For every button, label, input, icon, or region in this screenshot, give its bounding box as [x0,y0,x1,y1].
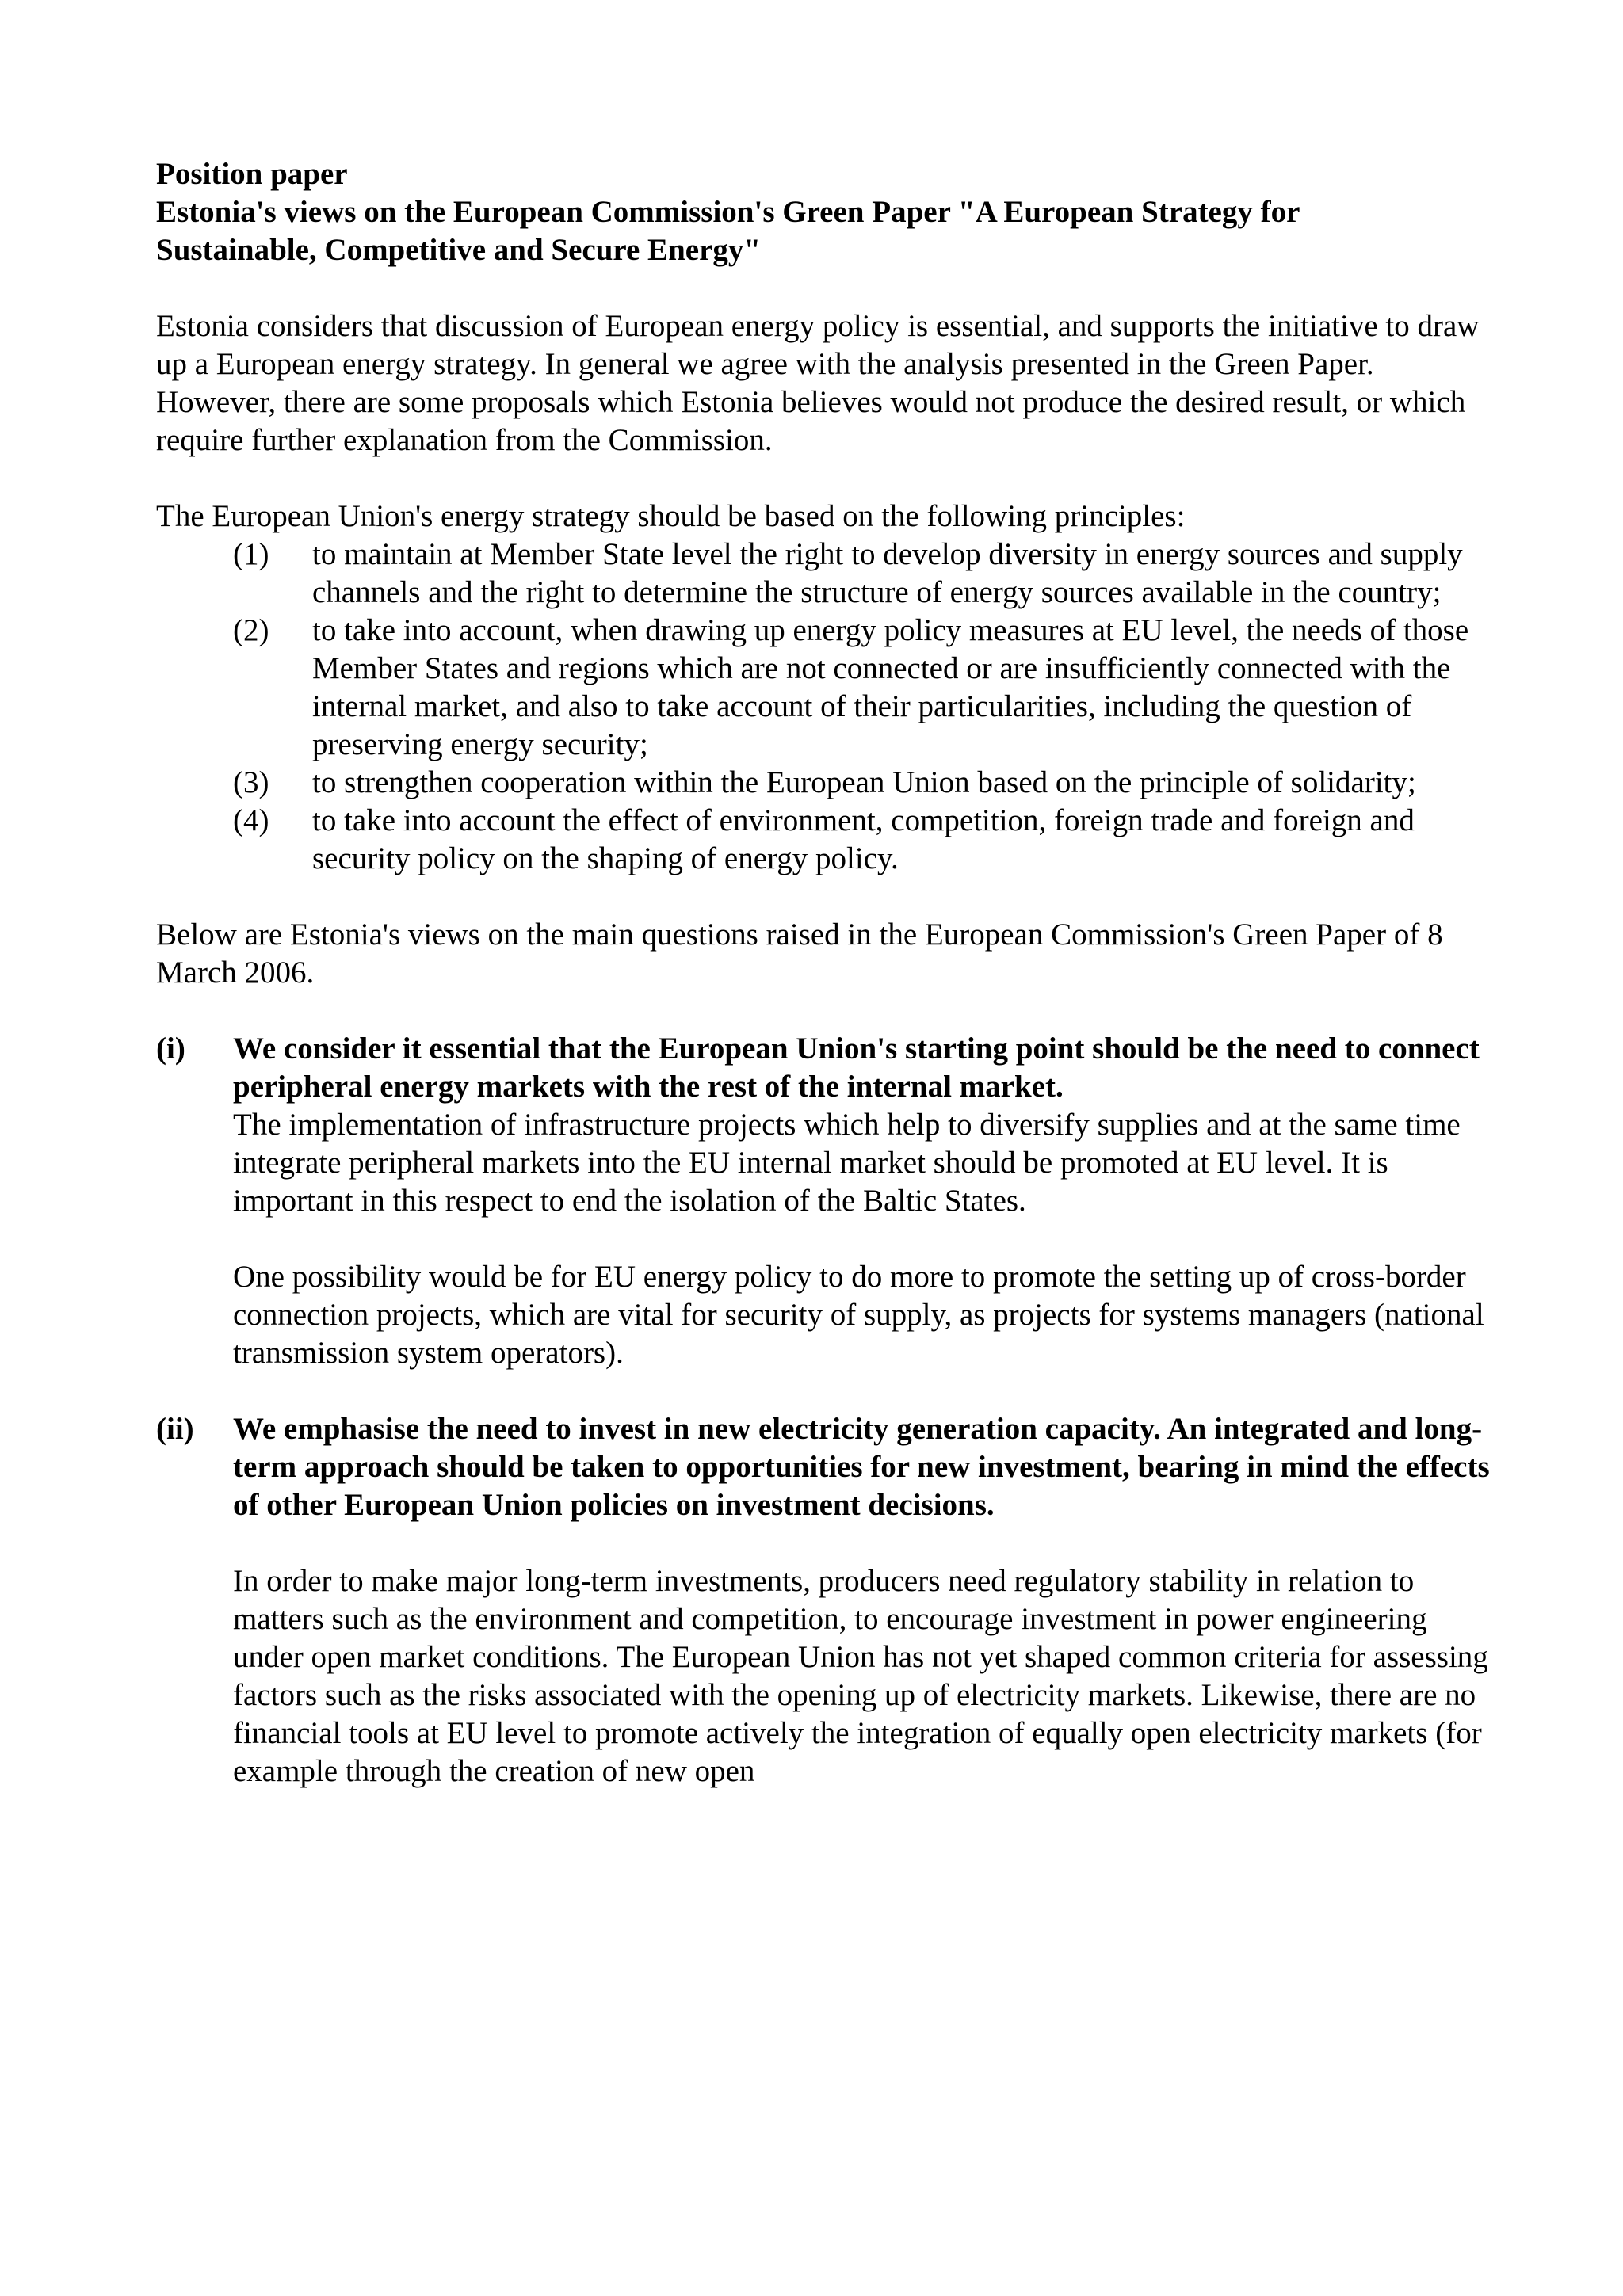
principle-item [156,612,1495,764]
document-title [156,155,1495,269]
section-i [156,1030,1495,1372]
section-ii [156,1410,1495,1791]
principles-intro: The European Union's energy strategy should be based on the following principles: [156,499,1186,533]
principle-text: to take into account the effect of environment, competition, foreign trade and foreign and security policy on the shaping of energy policy. [312,803,1415,875]
principle-number: (2) [233,613,269,647]
section-paragraph: The implementation of infrastructure projects which help to diversify supplies and at the same time integrate peripheral markets into the EU internal market should be promoted at EU level. It is important in this respect to end the isolation of the Baltic States. [233,1108,1461,1218]
intro-paragraph: Estonia considers that discussion of European energy policy is essential, and supports the initiative to draw up a European energy strategy. In general we agree with the analysis presented in the Green Paper. However, there are some proposals which Estonia believes would not produce the desired result, or which require further explanation from the Commission. [156,309,1480,457]
principles-list [156,536,1495,878]
principle-number: (3) [233,765,269,799]
principle-item [156,764,1495,802]
title-line-2: Estonia's views on the European Commission's Green Paper "A European Strategy for [156,195,1300,229]
principle-text: to maintain at Member State level the right to develop diversity in energy sources and supply channels and the right to determine the structure of energy sources available in the country; [312,537,1463,609]
views-intro-paragraph: Below are Estonia's views on the main questions raised in the European Commission's Green Paper of 8 March 2006. [156,917,1443,990]
principle-text: to take into account, when drawing up energy policy measures at EU level, the needs of those Member States and regions which are not connected or are insufficiently connected with the internal market, and also to take account of their particularities, including the question of preserving energy security; [312,613,1469,761]
section-paragraph: In order to make major long-term investments, producers need regulatory stability in relation to matters such as the environment and competition, to encourage investment in power engineering under open market conditions. The European Union has not yet shaped common criteria for assessing factors such as the risks associated with the opening up of electricity markets. Likewise, there are no financial tools at EU level to promote actively the integration of equally open electricity markets (for example through the creation of new open [233,1564,1488,1788]
principle-text: to strengthen cooperation within the European Union based on the principle of solidarity; [312,765,1416,799]
title-line-1: Position paper [156,157,348,191]
principle-item [156,802,1495,878]
title-line-3: Sustainable, Competitive and Secure Energy" [156,233,762,267]
principle-item [156,536,1495,612]
principle-number: (4) [233,803,269,837]
principle-number: (1) [233,537,269,571]
section-heading: We emphasise the need to invest in new electricity generation capacity. An integrated and long-term approach should be taken to opportunities for new investment, bearing in mind the effects of other European Union policies on investment decisions. [233,1412,1490,1522]
document-page [156,155,1495,1791]
section-label: (ii) [156,1412,194,1446]
section-heading: We consider it essential that the European Union's starting point should be the need to connect peripheral energy markets with the rest of the internal market. [233,1032,1480,1104]
section-label: (i) [156,1032,185,1066]
section-paragraph: One possibility would be for EU energy policy to do more to promote the setting up of cross-border connection projects, which are vital for security of supply, as projects for systems managers (national transmission system operators). [233,1260,1484,1370]
